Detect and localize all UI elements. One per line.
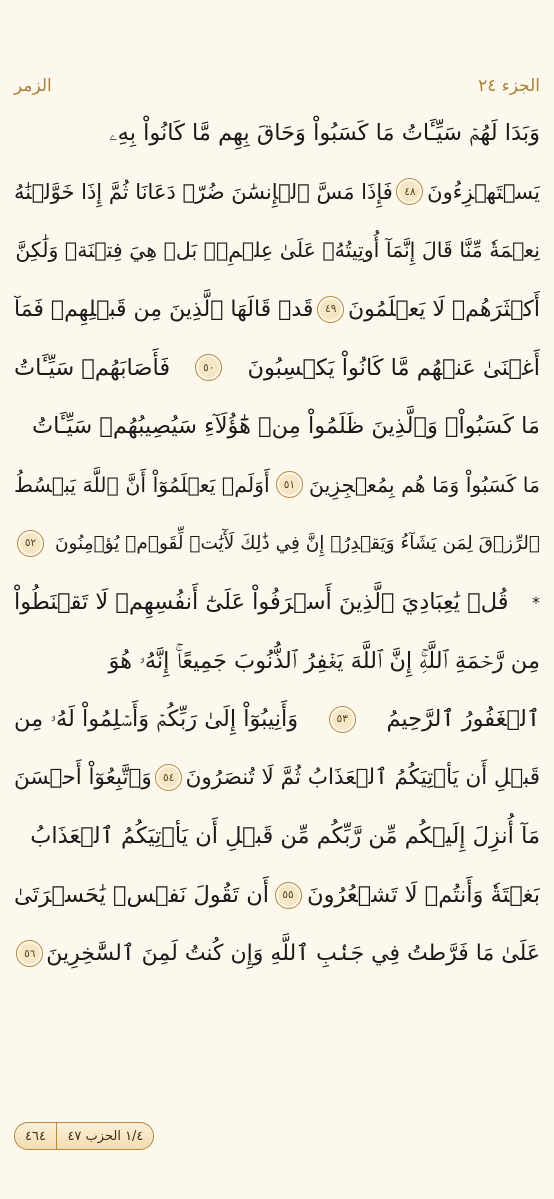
verse-text: فَإِذَا مَسَّ ٱلۡإِنسَٰنَ ضُرّٞ دَعَانَا ثُمَّ إِذَا خَوَّلۡنَٰهُ	[14, 179, 393, 204]
text-line	[14, 631, 540, 690]
verse-text: فَأَصَابَهُمۡ سَيِّـَٔاتُ	[14, 354, 171, 381]
verse-text: بَغۡتَةٗ وَأَنتُمۡ لَا تَشۡعُرُونَ	[307, 882, 540, 909]
text-line	[14, 514, 540, 573]
verse-text: وَٱتَّبِعُوٓاْ أَحۡسَنَ	[14, 765, 152, 791]
verse-text: ٱلرِّزۡقَ لِمَن يَشَآءُ وَيَقۡدِرُۚ إِنَّ فِي ذَٰلِكَ لَأٓيَٰتٖ لِّقَوۡمٖ يُؤۡمِنُونَ	[54, 532, 540, 554]
text-line	[14, 573, 540, 632]
verse-text: مَآ أُنزِلَ إِلَيۡكُم مِّن رَّبِّكُم مِّن قَبۡلِ أَن يَأۡتِيَكُمُ ٱلۡعَذَابُ	[30, 823, 540, 850]
juz-label: الجزء ٢٤	[478, 76, 540, 96]
text-line	[14, 280, 540, 339]
verse-text: أَوَلَمۡ يَعۡلَمُوٓاْ أَنَّ ٱللَّهَ يَبۡسُطُ	[14, 472, 270, 497]
page-footer	[14, 1120, 154, 1152]
verse-text: مَا كَسَبُواْۚ وَٱلَّذِينَ ظَلَمُواْ مِنۡ هَٰٓؤُلَآءِ سَيُصِيبُهُمۡ سَيِّـَٔاتُ	[31, 413, 540, 440]
verse-text: مَا كَسَبُواْ وَمَا هُم بِمُعۡجِزِينَ	[309, 472, 540, 497]
ayah-number-marker[interactable]: ٥١	[276, 471, 303, 498]
page-info-pill[interactable]	[14, 1122, 154, 1150]
verse-text: قَبۡلِ أَن يَأۡتِيَكُمُ ٱلۡعَذَابُ ثُمَّ لَا تُنصَرُونَ	[185, 765, 540, 791]
verse-text: أَغۡنَىٰ عَنۡهُم مَّا كَانُواْ يَكۡسِبُونَ	[247, 354, 540, 381]
hizb-star-icon: *	[532, 592, 540, 612]
text-line	[14, 807, 540, 866]
ayah-number-marker[interactable]: ٥٠	[195, 354, 222, 381]
surah-name: الزمر	[14, 76, 52, 96]
text-line	[14, 104, 540, 163]
ayah-number-marker[interactable]: ٤٩	[317, 296, 344, 323]
text-line	[14, 749, 540, 808]
page-number: ٤٦٤	[25, 1128, 46, 1144]
verse-text: مِن رَّحۡمَةِ ٱللَّهِۚ إِنَّ ٱللَّهَ يَغۡفِرُ ٱلذُّنُوبَ جَمِيعًاۚ إِنَّهُۥ هُوَ	[108, 647, 540, 674]
hizb-label: ١/٤ الحزب ٤٧	[67, 1128, 144, 1144]
ayah-number-marker[interactable]: ٥٦	[16, 940, 43, 967]
verse-text: أَكۡثَرَهُمۡ لَا يَعۡلَمُونَ	[347, 296, 540, 322]
text-line	[14, 924, 540, 983]
verse-text: قُلۡ يَٰعِبَادِيَ ٱلَّذِينَ أَسۡرَفُواْ عَلَىٰٓ أَنفُسِهِمۡ لَا تَقۡنَطُواْ	[14, 589, 509, 616]
ayah-number-marker[interactable]: ٥٥	[275, 882, 302, 909]
verse-text: نِعۡمَةٗ مِّنَّا قَالَ إِنَّمَآ أُوتِيتُهُۥ عَلَىٰ عِلۡمِۭۚ بَلۡ هِيَ فِتۡنَةٞ وَلَٰكِنَّ	[15, 238, 540, 263]
verse-text: ٱلۡغَفُورُ ٱلرَّحِيمُ	[386, 706, 540, 733]
ayah-number-marker[interactable]: ٥٣	[329, 706, 356, 733]
text-line	[14, 163, 540, 222]
verse-text: قَدۡ قَالَهَا ٱلَّذِينَ مِن قَبۡلِهِمۡ فَمَآ	[14, 296, 314, 322]
mushaf-page	[14, 104, 540, 983]
text-line	[14, 456, 540, 515]
text-line	[14, 338, 540, 397]
ayah-number-marker[interactable]: ٥٤	[155, 764, 182, 791]
verse-text: وَبَدَا لَهُمۡ سَيِّـَٔاتُ مَا كَسَبُواْ وَحَاقَ بِهِم مَّا كَانُواْ بِهِۦ	[109, 120, 540, 147]
verse-text: وَأَنِيبُوٓاْ إِلَىٰ رَبِّكُمۡ وَأَسۡلِمُواْ لَهُۥ مِن	[14, 706, 299, 733]
ayah-number-marker[interactable]: ٥٢	[17, 530, 44, 557]
verse-text: يَسۡتَهۡزِءُونَ	[427, 179, 540, 204]
text-line	[14, 866, 540, 925]
page-header	[14, 72, 540, 100]
verse-text: عَلَىٰ مَا فَرَّطتُ فِي جَنۢبِ ٱللَّهِ وَإِن كُنتُ لَمِنَ ٱلسَّٰخِرِينَ	[46, 941, 540, 967]
text-line	[14, 221, 540, 280]
pill-divider	[56, 1123, 58, 1149]
text-line	[14, 397, 540, 456]
ayah-number-marker[interactable]: ٤٨	[396, 178, 423, 205]
text-line	[14, 690, 540, 749]
verse-text: أَن تَقُولَ نَفۡسٞ يَٰحَسۡرَتَىٰ	[14, 882, 269, 909]
